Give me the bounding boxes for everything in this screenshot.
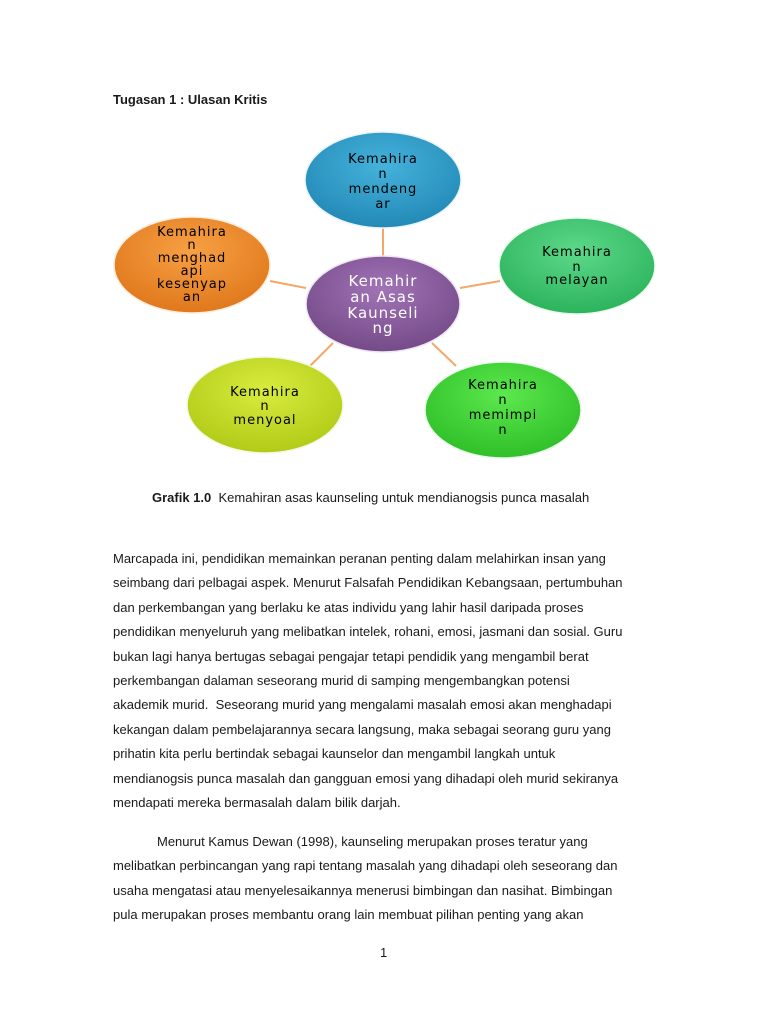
paragraph-2 xyxy=(113,830,658,928)
paragraph-1-line: prihatin kita perlu bertindak sebagai kaunselor dan mengambil langkah untuk xyxy=(113,746,556,762)
node-right-line-3: melayan xyxy=(545,273,609,288)
node-bottom-left-line-1: Kemahira xyxy=(230,385,300,400)
paragraph-1-line: pendidikan menyeluruh yang melibatkan intelek, rohani, emosi, jasmani dan sosial. Guru xyxy=(113,624,623,640)
node-center-line-1: Kemahir xyxy=(348,272,418,290)
counseling-skills-diagram xyxy=(0,0,768,470)
paragraph-2-line: pula merupakan proses membantu orang lain membuat pilihan penting yang akan xyxy=(113,907,584,923)
paragraph-1-line: bukan lagi hanya bertugas sebagai pengajar tetapi pendidik yang mengambil berat xyxy=(113,648,589,664)
paragraph-1-line: perkembangan dalaman seseorang murid di samping mengembangkan potensi xyxy=(113,673,570,689)
page-number: 1 xyxy=(380,945,388,960)
paragraph-1-line: mendapati mereka bermasalah dalam bilik darjah. xyxy=(113,795,401,811)
paragraph-2-line: melibatkan perbincangan yang rapi tentang masalah yang dihadapi oleh seseorang dan xyxy=(113,858,618,874)
node-silence-skill xyxy=(114,217,270,313)
paragraph-1-line: mendianogsis punca masalah dan gangguan emosi yang dihadapi oleh murid sekiranya xyxy=(113,770,619,786)
paragraph-1-line: seimbang dari pelbagai aspek. Menurut Falsafah Pendidikan Kebangsaan, pertumbuhan xyxy=(113,575,623,591)
paragraph-2-line: Menurut Kamus Dewan (1998), kaunseling merupakan proses teratur yang xyxy=(157,834,588,849)
paragraph-1-line: Marcapada ini, pendidikan memainkan peranan penting dalam melahirkan insan yang xyxy=(113,551,606,566)
node-center-line-2: an Asas xyxy=(350,288,416,306)
node-right-line-2: n xyxy=(572,260,582,275)
node-attending-skill xyxy=(499,218,655,314)
paragraph-1-line: akademik murid. Seseorang murid yang mengalami masalah emosi akan menghadapi xyxy=(113,697,612,713)
node-bottom-right-line-4: n xyxy=(498,423,508,438)
paragraph-1-line: kekangan dalam pembelajarannya secara langsung, maka sebagai seorang guru yang xyxy=(113,721,611,737)
node-listening-skill xyxy=(305,132,461,228)
node-top-line-1: Kemahira xyxy=(348,152,418,167)
node-bottom-right-line-3: memimpi xyxy=(468,408,538,423)
node-top-line-2: n xyxy=(378,167,388,182)
connector-bottom-right xyxy=(432,343,456,366)
node-left-line-4: api xyxy=(180,264,204,279)
node-left-line-2: n xyxy=(187,238,197,253)
node-left-line-6: an xyxy=(182,290,202,305)
node-questioning-skill xyxy=(187,357,343,453)
node-left-line-1: Kemahira xyxy=(157,225,227,240)
node-right-line-1: Kemahira xyxy=(542,245,612,260)
node-center-line-4: ng xyxy=(372,319,394,337)
figure-caption-label: Grafik 1.0 xyxy=(152,490,212,505)
paragraph-1-line: dan perkembangan yang berlaku ke atas individu yang lahir hasil daripada proses xyxy=(113,599,584,615)
figure-caption xyxy=(152,490,589,505)
paragraph-1 xyxy=(113,547,658,815)
document-title: Tugasan 1 : Ulasan Kritis xyxy=(113,92,268,107)
connector-bottom-left xyxy=(310,343,333,366)
node-bottom-left-line-2: n xyxy=(260,399,270,414)
paragraph-2-line: usaha mengatasi atau menyelesaikannya menerusi bimbingan dan nasihat. Bimbingan xyxy=(113,882,613,898)
node-basic-counseling-skills xyxy=(306,256,460,352)
node-bottom-right-line-2: n xyxy=(498,393,508,408)
node-left-line-3: menghad xyxy=(157,251,227,266)
node-left-line-5: kesenyap xyxy=(157,277,227,292)
node-top-line-4: ar xyxy=(375,197,391,212)
figure-caption-text: Kemahiran asas kaunseling untuk mendianogsis punca masalah xyxy=(218,490,590,505)
node-bottom-right-line-1: Kemahira xyxy=(468,378,538,393)
node-top-line-3: mendeng xyxy=(348,182,418,197)
node-center-line-3: Kaunseli xyxy=(347,304,419,322)
node-bottom-left-line-3: menyoal xyxy=(233,413,297,428)
connector-left xyxy=(270,281,306,288)
connector-right xyxy=(460,281,500,288)
node-leading-skill xyxy=(425,362,581,458)
